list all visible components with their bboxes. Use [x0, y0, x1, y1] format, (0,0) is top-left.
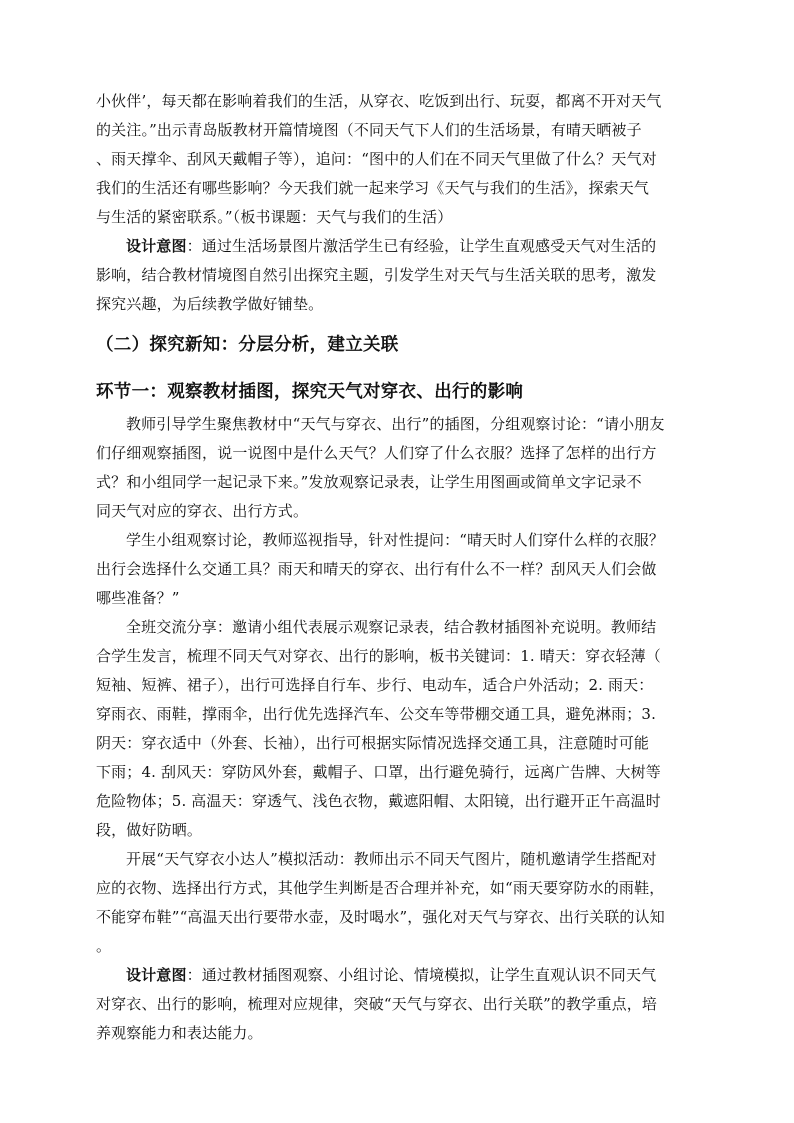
intro-line-2: 的关注。”出示青岛版教材开篇情境图（不同天气下人们的生活场景，有晴天晒被子	[96, 121, 642, 139]
paragraph-2-line-1: 学生小组观察讨论，教师巡视指导，针对性提问：“晴天时人们穿什么样的衣服？	[126, 531, 665, 549]
paragraph-3-line-6: 下雨；4. 刮风天：穿防风外套，戴帽子、口罩，出行避免骑行，远离广告牌、大树等	[96, 763, 661, 781]
design-intent-2-label: 设计意图	[126, 966, 187, 984]
paragraph-3-line-1: 全班交流分享：邀请小组代表展示观察记录表，结合教材插图补充说明。教师结	[126, 618, 657, 636]
design-intent-1-first-line	[126, 237, 700, 255]
sub-heading: 环节一：观察教材插图，探究天气对穿衣、出行的影响	[96, 382, 524, 402]
intro-line-5: 与生活的紧密联系。”（板书课题：天气与我们的生活）	[96, 208, 453, 226]
paragraph-1-line-3: 式？和小组同学一起记录下来。”发放观察记录表，让学生用图画或简单文字记录不	[96, 473, 642, 491]
paragraph-1-line-2: 们仔细观察插图，说一说图中是什么天气？人们穿了什么衣服？选择了怎样的出行方	[96, 444, 657, 462]
section-heading: （二）探究新知：分层分析，建立关联	[96, 335, 399, 355]
intro-line-4: 我们的生活还有哪些影响？今天我们就一起来学习《天气与我们的生活》，探索天气	[96, 179, 650, 197]
design-intent-1-line-3: 探究兴趣，为后续教学做好铺垫。	[96, 295, 324, 313]
intro-line-1: 小伙伴’，每天都在影响着我们的生活，从穿衣、吃饭到出行、玩耍，都离不开对天气	[96, 92, 662, 110]
design-intent-2-line-3: 养观察能力和表达能力。	[96, 1024, 263, 1042]
design-intent-2-first-line	[126, 966, 700, 984]
paragraph-4-line-3: 不能穿布鞋”“高温天出行要带水壶，及时喝水”，强化对天气与穿衣、出行关联的认知	[96, 908, 665, 926]
paragraph-4-line-2: 应的衣物、选择出行方式，其他学生判断是否合理并补充，如“雨天要穿防水的雨鞋，	[96, 879, 665, 897]
design-intent-1-label: 设计意图	[126, 237, 187, 255]
paragraph-3-line-2: 合学生发言，梳理不同天气对穿衣、出行的影响，板书关键词：1. 晴天：穿衣轻薄（	[96, 647, 661, 665]
paragraph-4-line-1: 开展“天气穿衣小达人”模拟活动：教师出示不同天气图片，随机邀请学生搭配对	[126, 850, 657, 868]
paragraph-3-line-7: 危险物体；5. 高温天：穿透气、浅色衣物，戴遮阳帽、太阳镜，出行避开正午高温时	[96, 792, 661, 810]
paragraph-2-line-3: 哪些准备？”	[96, 589, 180, 607]
paragraph-3-line-5: 阴天：穿衣适中（外套、长袖），出行可根据实际情况选择交通工具，注意随时可能	[96, 734, 650, 752]
design-intent-1-text: ：通过生活场景图片激活学生已有经验，让学生直观感受天气对生活的	[186, 237, 657, 255]
design-intent-2-text: ：通过教材插图观察、小组讨论、情境模拟，让学生直观认识不同天气	[186, 966, 657, 984]
paragraph-3-line-4: 穿雨衣、雨鞋，撑雨伞，出行优先选择汽车、公交车等带棚交通工具，避免淋雨；3.	[96, 705, 657, 723]
design-intent-2-line-2: 对穿衣、出行的影响，梳理对应规律，突破“天气与穿衣、出行关联”的教学重点，培	[96, 995, 658, 1013]
paragraph-1-line-4: 同天气对应的穿衣、出行方式。	[96, 502, 309, 520]
intro-line-3: 、雨天撑伞、刮风天戴帽子等），追问：“图中的人们在不同天气里做了什么？天气对	[96, 150, 657, 168]
design-intent-1-line-2: 影响，结合教材情境图自然引出探究主题，引发学生对天气与生活关联的思考，激发	[96, 266, 657, 284]
paragraph-1-line-1: 教师引导学生聚焦教材中“天气与穿衣、出行”的插图，分组观察讨论：“请小朋友	[126, 415, 665, 433]
paragraph-2-line-2: 出行会选择什么交通工具？雨天和晴天的穿衣、出行有什么不一样？刮风天人们会做	[96, 560, 657, 578]
paragraph-3-line-8: 段，做好防晒。	[96, 821, 203, 839]
paragraph-4-line-4: 。	[96, 937, 112, 955]
paragraph-3-line-3: 短袖、短裤、裙子），出行可选择自行车、步行、电动车，适合户外活动；2. 雨天：	[96, 676, 654, 694]
